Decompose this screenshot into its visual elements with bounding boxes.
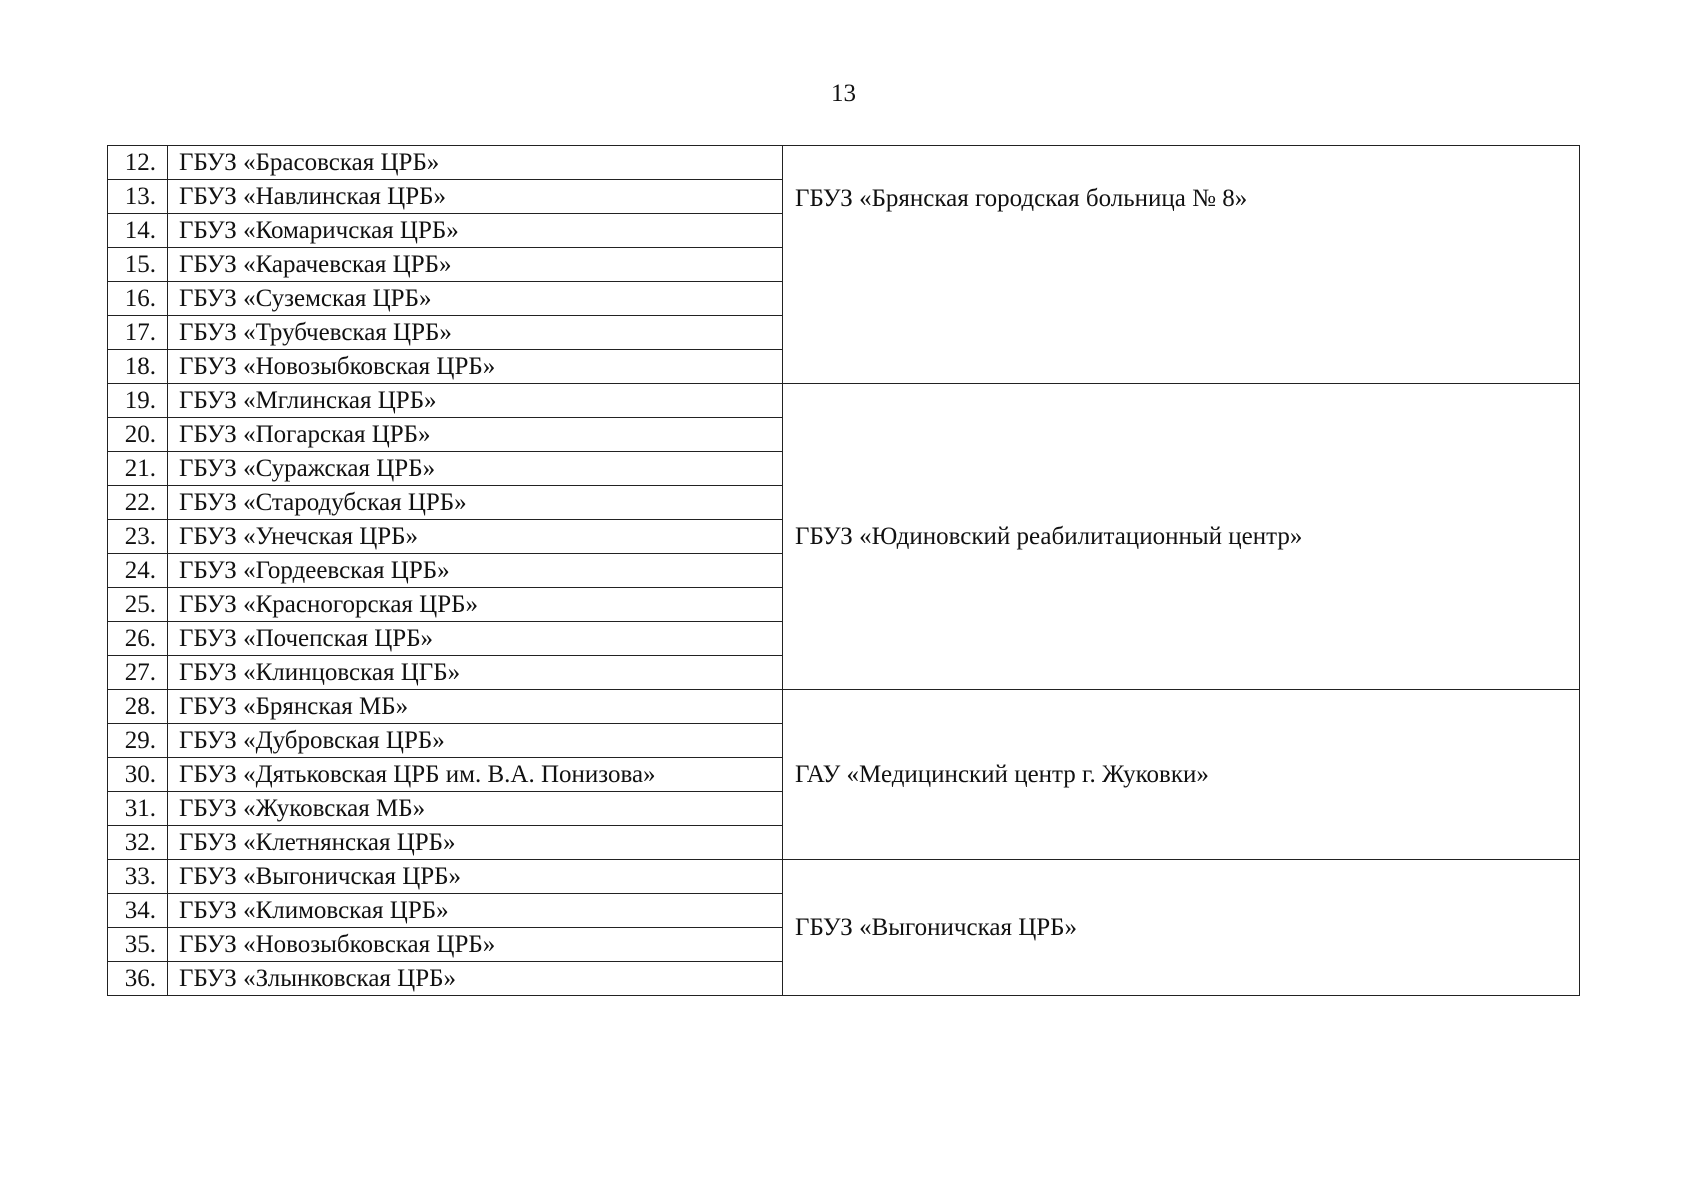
row-number: 25. (108, 588, 168, 622)
institution-name: ГБУЗ «Климовская ЦРБ» (168, 894, 783, 928)
institution-name: ГБУЗ «Дятьковская ЦРБ им. В.А. Понизова» (168, 758, 783, 792)
row-number: 24. (108, 554, 168, 588)
table-row (108, 860, 1580, 894)
institution-name: ГБУЗ «Суземская ЦРБ» (168, 282, 783, 316)
row-number: 35. (108, 928, 168, 962)
row-number: 28. (108, 690, 168, 724)
row-number: 31. (108, 792, 168, 826)
institution-name: ГБУЗ «Брянская МБ» (168, 690, 783, 724)
row-number: 12. (108, 146, 168, 180)
row-number: 26. (108, 622, 168, 656)
institution-name: ГБУЗ «Карачевская ЦРБ» (168, 248, 783, 282)
institution-name: ГБУЗ «Брасовская ЦРБ» (168, 146, 783, 180)
row-number: 33. (108, 860, 168, 894)
row-number: 15. (108, 248, 168, 282)
row-number: 23. (108, 520, 168, 554)
row-number: 34. (108, 894, 168, 928)
assignment-table-body (108, 146, 1580, 996)
row-number: 20. (108, 418, 168, 452)
institution-name: ГБУЗ «Стародубская ЦРБ» (168, 486, 783, 520)
assigned-institution: ГБУЗ «Выгоничская ЦРБ» (783, 860, 1580, 996)
institution-name: ГБУЗ «Дубровская ЦРБ» (168, 724, 783, 758)
institution-name: ГБУЗ «Красногорская ЦРБ» (168, 588, 783, 622)
institution-name: ГБУЗ «Трубчевская ЦРБ» (168, 316, 783, 350)
table-row (108, 384, 1580, 418)
institution-name: ГБУЗ «Мглинская ЦРБ» (168, 384, 783, 418)
institution-name: ГБУЗ «Унечская ЦРБ» (168, 520, 783, 554)
table-row (108, 690, 1580, 724)
row-number: 32. (108, 826, 168, 860)
assignment-table (107, 145, 1580, 996)
row-number: 29. (108, 724, 168, 758)
institution-name: ГБУЗ «Новозыбковская ЦРБ» (168, 350, 783, 384)
row-number: 36. (108, 962, 168, 996)
page-number: 13 (831, 80, 856, 107)
institution-name: ГБУЗ «Суражская ЦРБ» (168, 452, 783, 486)
institution-name: ГБУЗ «Клетнянская ЦРБ» (168, 826, 783, 860)
institution-name: ГБУЗ «Злынковская ЦРБ» (168, 962, 783, 996)
row-number: 13. (108, 180, 168, 214)
row-number: 19. (108, 384, 168, 418)
institution-name: ГБУЗ «Комаричская ЦРБ» (168, 214, 783, 248)
institution-name: ГБУЗ «Погарская ЦРБ» (168, 418, 783, 452)
row-number: 17. (108, 316, 168, 350)
institution-name: ГБУЗ «Жуковская МБ» (168, 792, 783, 826)
assigned-institution: ГБУЗ «Юдиновский реабилитационный центр» (783, 384, 1580, 690)
row-number: 16. (108, 282, 168, 316)
institution-name: ГБУЗ «Клинцовская ЦГБ» (168, 656, 783, 690)
institution-name: ГБУЗ «Выгоничская ЦРБ» (168, 860, 783, 894)
row-number: 22. (108, 486, 168, 520)
row-number: 27. (108, 656, 168, 690)
assigned-institution: ГАУ «Медицинский центр г. Жуковки» (783, 690, 1580, 860)
row-number: 18. (108, 350, 168, 384)
institution-name: ГБУЗ «Навлинская ЦРБ» (168, 180, 783, 214)
institution-name: ГБУЗ «Новозыбковская ЦРБ» (168, 928, 783, 962)
table-row (108, 146, 1580, 180)
row-number: 21. (108, 452, 168, 486)
row-number: 14. (108, 214, 168, 248)
institution-name: ГБУЗ «Гордеевская ЦРБ» (168, 554, 783, 588)
institution-name: ГБУЗ «Почепская ЦРБ» (168, 622, 783, 656)
assigned-institution: ГБУЗ «Брянская городская больница № 8» (783, 146, 1580, 384)
row-number: 30. (108, 758, 168, 792)
